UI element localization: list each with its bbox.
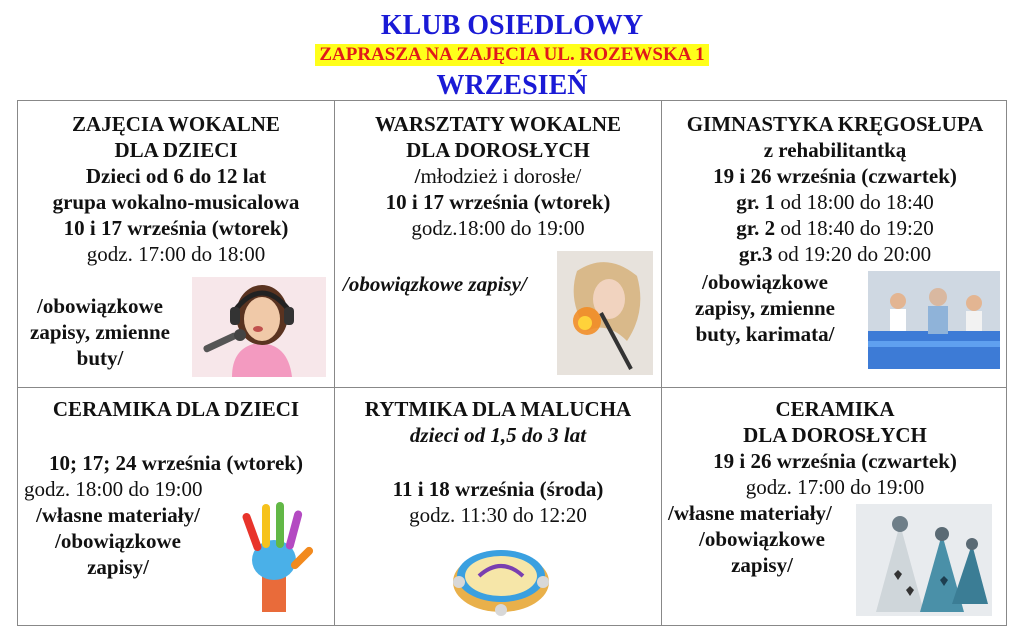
audience-slash: / [414,164,421,188]
hours: godz. 18:00 do 19:00 [24,477,203,501]
note: buty, karimata/ [695,322,835,346]
girl-singing-image [192,277,326,377]
tambourine-image [449,536,553,618]
note: /własne materiały/ [36,503,200,527]
cell-vocal-kids [18,101,334,387]
ceramic-figurines-image [856,504,992,616]
note: /własne materiały/ [668,501,832,525]
group-time: od 19:20 do 20:00 [772,242,932,266]
hours: godz. 11:30 do 12:20 [409,503,587,527]
age-range: dzieci od 1,5 do 3 lat [409,423,587,447]
dates: 11 i 18 września (środa) [392,477,604,501]
note: /obowiązkowe [699,527,825,551]
cell-title: CERAMIKA [775,397,895,421]
cell-title: DLA DOROSŁYCH [743,423,927,447]
hours: godz.18:00 do 19:00 [411,216,585,240]
dates: 19 i 26 września (czwartek) [713,449,957,473]
schedule-grid [17,100,1007,626]
month-heading: WRZESIEŃ [436,70,588,101]
dates: 10 i 17 września (wtorek) [385,190,611,214]
dates: 10; 17; 24 września (wtorek) [49,451,303,475]
group-3 [662,241,1008,267]
cell-title: WARSZTATY WOKALNE [374,112,622,136]
group-1 [662,189,1008,215]
note: zapisy/ [87,555,149,579]
note: zapisy, zmienne [30,320,170,344]
group-name: grupa wokalno-musicalowa [52,190,300,214]
cell-ceramics-adults [662,388,1008,626]
age-range: Dzieci od 6 do 12 lat [85,164,267,188]
cell-title: DLA DZIECI [114,138,238,162]
cell-rhythmics-toddlers [335,388,661,626]
cell-title: ZAJĘCIA WOKALNE [72,112,280,136]
cell-title: RYTMIKA DLA MALUCHA [364,397,632,421]
singer-image [557,251,653,375]
dates: 19 i 26 września (czwartek) [713,164,957,188]
subtitle: ZAPRASZA NA ZAJĘCIA UL. ROZEWSKA 1 [315,44,708,66]
note: /obowiązkowe zapisy/ [343,272,527,296]
audience [335,163,661,189]
hours: godz. 17:00 do 18:00 [86,242,266,266]
note: zapisy/ [731,553,793,577]
hours: godz. 17:00 do 19:00 [745,475,925,499]
exercise-class-image [868,271,1000,369]
subtitle-banner [0,44,1024,66]
cell-title: DLA DOROSŁYCH [406,138,590,162]
note: /obowiązkowe [55,529,181,553]
cell-spine-gymnastics [662,101,1008,387]
page-title: KLUB OSIEDLOWY [380,10,644,41]
note: /obowiązkowe [702,270,828,294]
note: buty/ [76,346,124,370]
painted-hand-image [230,500,320,612]
audience-text: młodzież i dorosłe/ [420,164,582,188]
group-time: od 18:00 do 18:40 [775,190,934,214]
group-time: od 18:40 do 19:20 [775,216,934,240]
group-label: gr. 2 [736,216,776,240]
cell-title: CERAMIKA DLA DZIECI [52,397,300,421]
cell-vocal-adults [335,101,661,387]
dates: 10 i 17 września (wtorek) [63,216,289,240]
cell-ceramics-kids [18,388,334,626]
group-label: gr. 1 [736,190,776,214]
group-label: gr.3 [738,242,773,266]
cell-subtitle: z rehabilitantką [763,138,907,162]
cell-title: GIMNASTYKA KRĘGOSŁUPA [686,112,984,136]
group-2 [662,215,1008,241]
note: /obowiązkowe [37,294,163,318]
note: zapisy, zmienne [695,296,835,320]
